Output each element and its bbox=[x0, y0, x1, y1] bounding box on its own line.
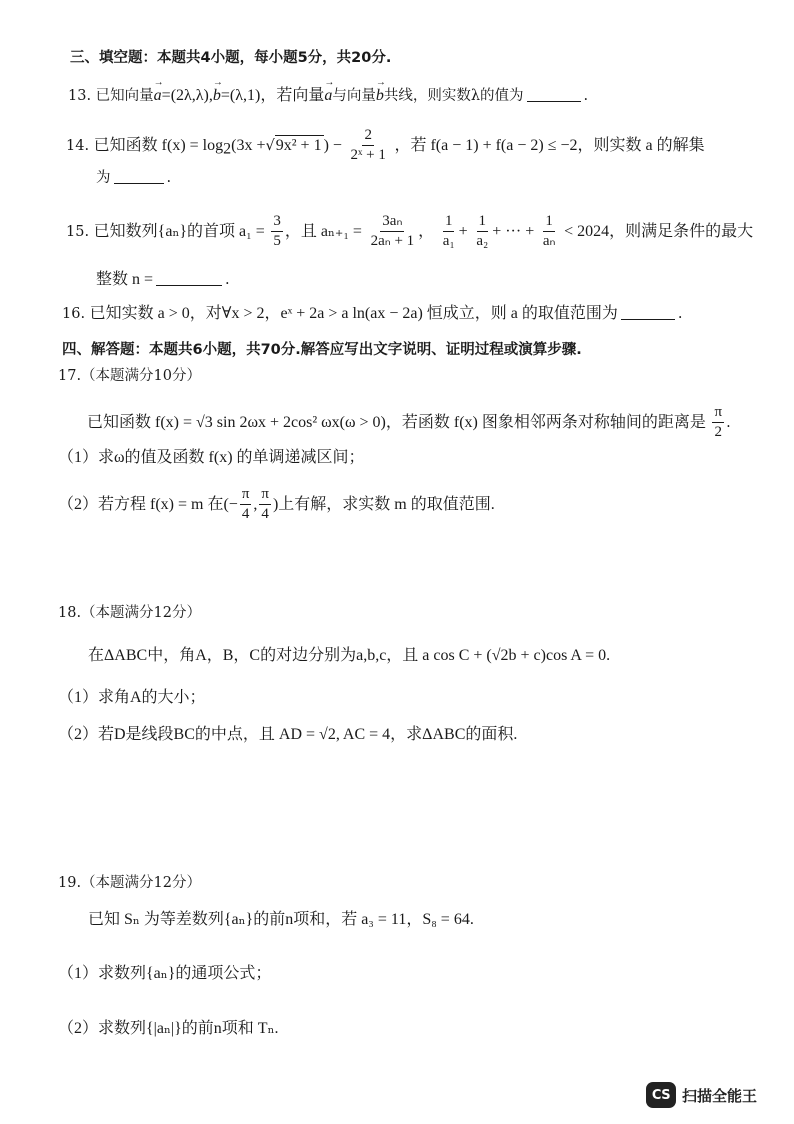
q18-part-1: （1）求角A的大小； bbox=[58, 689, 206, 706]
question-15: 15. 已知数列{aₙ}的首项 a₁ = $\frac{3}{5}$ ，且 aₙ₊₁ = $\frac{\text{3aₙ}}{\text{2aₙ + 1}}$ ， $\frac{1}{\text{a₁}}$ + $\frac{1}{\text{a₂}}$ + ··· + $\frac{1}{\text{aₙ}}$ < 2024，则满足条件的最大 bbox=[66, 213, 754, 250]
q15-number: 15. bbox=[66, 223, 90, 240]
vector-b: → b bbox=[213, 88, 221, 104]
camscanner-logo-icon: CS bbox=[646, 1082, 676, 1108]
answer-blank-14 bbox=[114, 183, 164, 184]
q17-header: 17.（本题满分10分） bbox=[58, 368, 202, 384]
q19-part-1: （1）求数列{aₙ}的通项公式； bbox=[58, 965, 272, 982]
camscanner-text: 扫描全能王 bbox=[682, 1086, 758, 1105]
question-16: 16. 已知实数 a > 0，对∀x > 2，eˣ + 2a > a ln(ax − 2a) 恒成立，则 a 的取值范围为 . bbox=[62, 305, 683, 322]
answer-blank-16 bbox=[621, 319, 675, 320]
q18-header: 18.（本题满分12分） bbox=[58, 605, 202, 621]
section-3-heading: 三、填空题：本题共4小题，每小题5分，共20分. bbox=[70, 50, 392, 66]
q14-number: 14. bbox=[66, 137, 90, 154]
q17-part-1: （1）求ω的值及函数 f(x) 的单调递减区间； bbox=[58, 449, 365, 466]
question-13: 13. 已知向量→ a=(2λ,λ),→ b=(λ,1)，若向量→ a与向量→ b共线，则实数λ的值为 . bbox=[68, 88, 588, 104]
q14-fraction: $\frac{2}{\text{2ˣ + 1}}$ bbox=[350, 127, 386, 164]
question-14-line-2: 为 . bbox=[96, 170, 172, 186]
q13-number: 13. bbox=[68, 88, 92, 104]
q19-header: 19.（本题满分12分） bbox=[58, 875, 202, 891]
section-4-heading: 四、解答题：本题共6小题，共70分.解答应写出文字说明、证明过程或演算步骤. bbox=[62, 342, 582, 358]
q16-number: 16. bbox=[62, 306, 86, 322]
answer-blank-15 bbox=[156, 285, 222, 286]
question-14: 14. 已知函数 $f(x) = \log_2(3x +√9x^2 + 1$ ) − $\frac{2}{\text{2ˣ + 1}}$ ，若 f(a − 1) + f(a − 2) ≤ −2，则实数 a 的解集 bbox=[66, 127, 705, 164]
q17-stem: 已知函数 f(x) = √3 sin 2ωx + 2cos² ωx(ω > 0)，若函数 f(x) 图象相邻两条对称轴间的距离是 $\frac{\pi}{2}$ . bbox=[87, 404, 731, 441]
question-15-line-2: 整数 n = . bbox=[96, 271, 230, 288]
camscanner-watermark bbox=[646, 1082, 757, 1108]
vector-a: → a bbox=[154, 88, 162, 104]
answer-blank-13 bbox=[527, 101, 581, 102]
q19-stem: 已知 Sₙ 为等差数列{aₙ}的前n项和，若 a₃ = 11，S₈ = 64. bbox=[88, 911, 474, 928]
q14-radicand: 9x² + 1 bbox=[275, 136, 322, 154]
q19-part-2: （2）求数列{|aₙ|}的前n项和 Tₙ. bbox=[58, 1020, 279, 1037]
q18-part-2: （2）若D是线段BC的中点，且 AD = √2, AC = 4，求ΔABC的面积. bbox=[58, 726, 518, 743]
q17-part-2: （2）若方程 f(x) = m 在(− $\frac{\pi}{4}$ , $\frac{\pi}{4}$ )上有解，求实数 m 的取值范围. bbox=[58, 486, 495, 523]
q18-stem: 在ΔABC中，角A，B，C的对边分别为a,b,c，且 a cos C + (√2b + c)cos A = 0. bbox=[88, 647, 611, 664]
